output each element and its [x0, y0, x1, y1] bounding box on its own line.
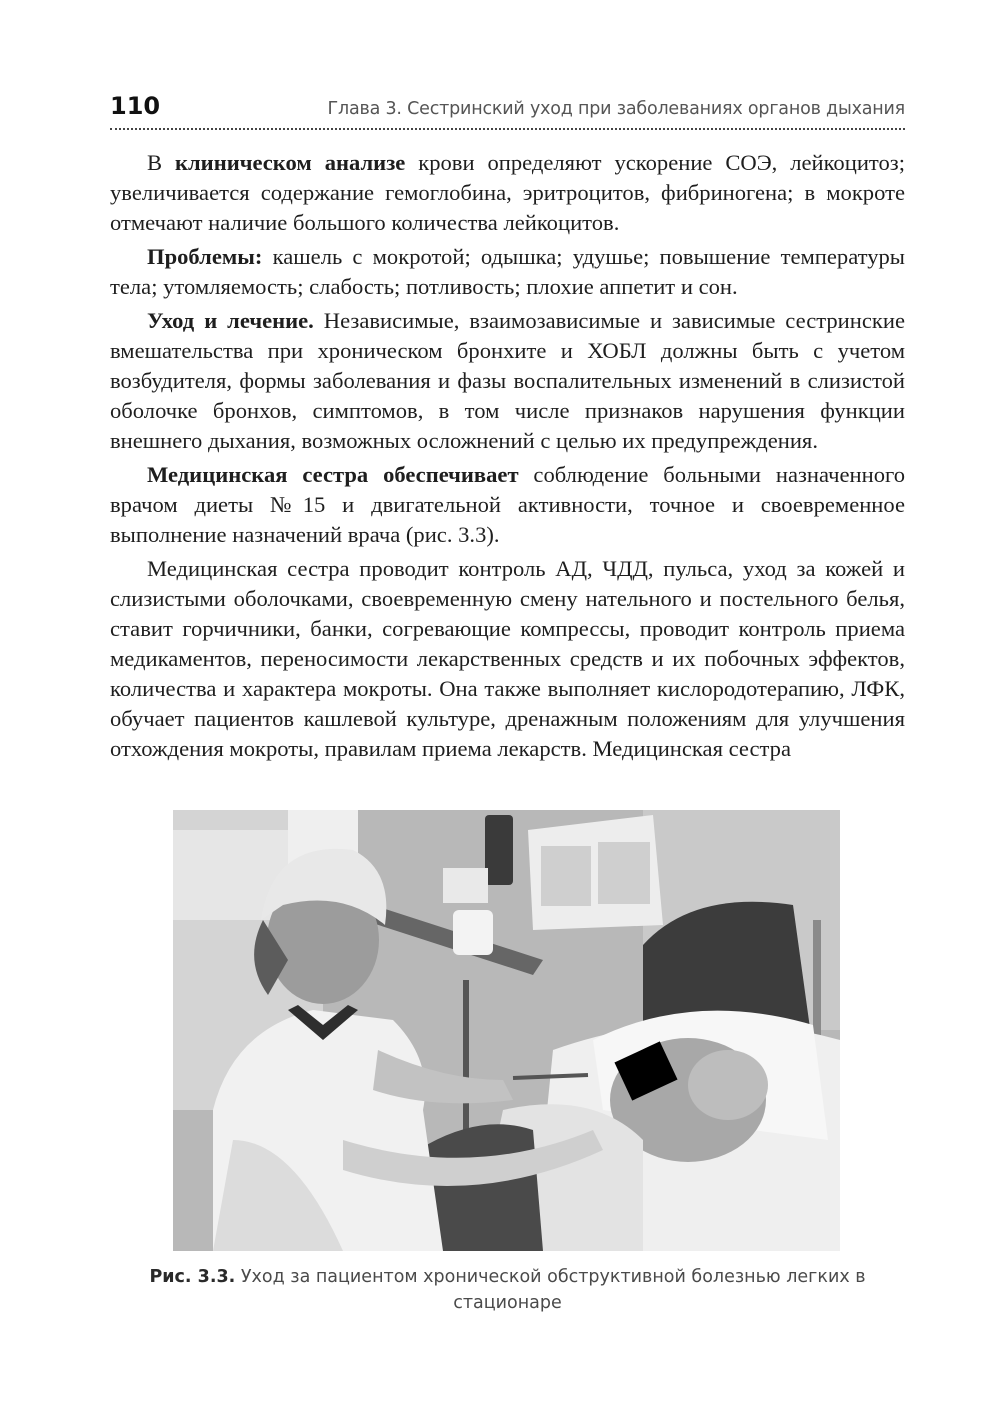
paragraph-care-and-treatment [110, 306, 905, 456]
figure-label: Рис. 3.3. [149, 1267, 236, 1287]
running-title: Глава 3. Сестринский уход при заболеваниях органов дыхания [327, 99, 905, 119]
photo-flipchart-panel-right [598, 842, 650, 904]
photo-mug [453, 910, 493, 955]
paragraph-text: кашель с мокротой; одышка; удушье; повышение температуры тела; утомляемость; слабость; потливость; плохие аппетит и сон. [110, 244, 905, 299]
body-text [110, 148, 905, 768]
paragraph-bold-term: Проблемы: [147, 244, 263, 269]
paragraph-text: соблюдение больными назначенного врачом диеты №15 и двигательной активности, точное и своевременное выполнение назначений врача (рис. 3.3). [110, 462, 905, 547]
header-dotted-rule [110, 128, 905, 130]
paragraph-lead: В [147, 150, 175, 175]
paragraph-text: крови определяют ускорение СОЭ, лейкоцитоз; увеличивается содержание гемоглобина, эритроцитов, фибриногена; в мокроте отмечают наличие большого количества лейкоцитов. [110, 150, 905, 235]
paragraph-nurse-provides [110, 460, 905, 550]
paragraph-bold-term: Медицинская сестра обеспечивает [147, 462, 519, 487]
figure-photo-nurse-feeding-patient [173, 810, 840, 1251]
paragraph-nurse-controls [110, 554, 905, 764]
photo-patient-scalp [688, 1050, 768, 1120]
paragraph-bold-term: Уход и лечение. [147, 308, 314, 333]
figure-caption [110, 1264, 905, 1316]
photo-illustration [173, 810, 840, 1251]
paragraph-clinical-analysis [110, 148, 905, 238]
paragraph-problems [110, 242, 905, 302]
photo-table-leg [463, 980, 469, 1130]
page-number: 110 [110, 92, 161, 120]
page-header [110, 92, 905, 128]
paragraph-text: Независимые, взаимозависимые и зависимые сестринские вмешательства при хроническом бронхите и ХОБЛ должны быть с учетом возбудителя, формы заболевания и фазы воспалительных изменений в слизистой оболочке бронхов, симптомов, в том числе признаков нарушения функции внешнего дыхания, возможных осложнений с целью их предупреждения. [110, 308, 905, 453]
photo-flipchart-panel-left [541, 846, 591, 906]
paragraph-text: Медицинская сестра проводит контроль АД, ЧДД, пульса, уход за кожей и слизистыми оболочками, своевременную смену нательного и постельного белья, ставит горчичники, банки, согревающие компрессы, проводит контроль приема медикаментов, переносимости лекарственных средств и их побочных эффектов, количества и характера мокроты. Она также выполняет кислородотерапию, ЛФК, обучает пациентов кашлевой культуре, дренажным положениям для улучшения отхождения мокроты, правилам приема лекарств. Медицинская сестра [110, 556, 905, 761]
figure-caption-text: Уход за пациентом хронической обструктивной болезнью легких в стационаре [240, 1267, 866, 1313]
photo-medicine-box [443, 868, 488, 903]
paragraph-bold-term: клиническом анализе [174, 150, 406, 175]
photo-bottle [485, 815, 513, 885]
